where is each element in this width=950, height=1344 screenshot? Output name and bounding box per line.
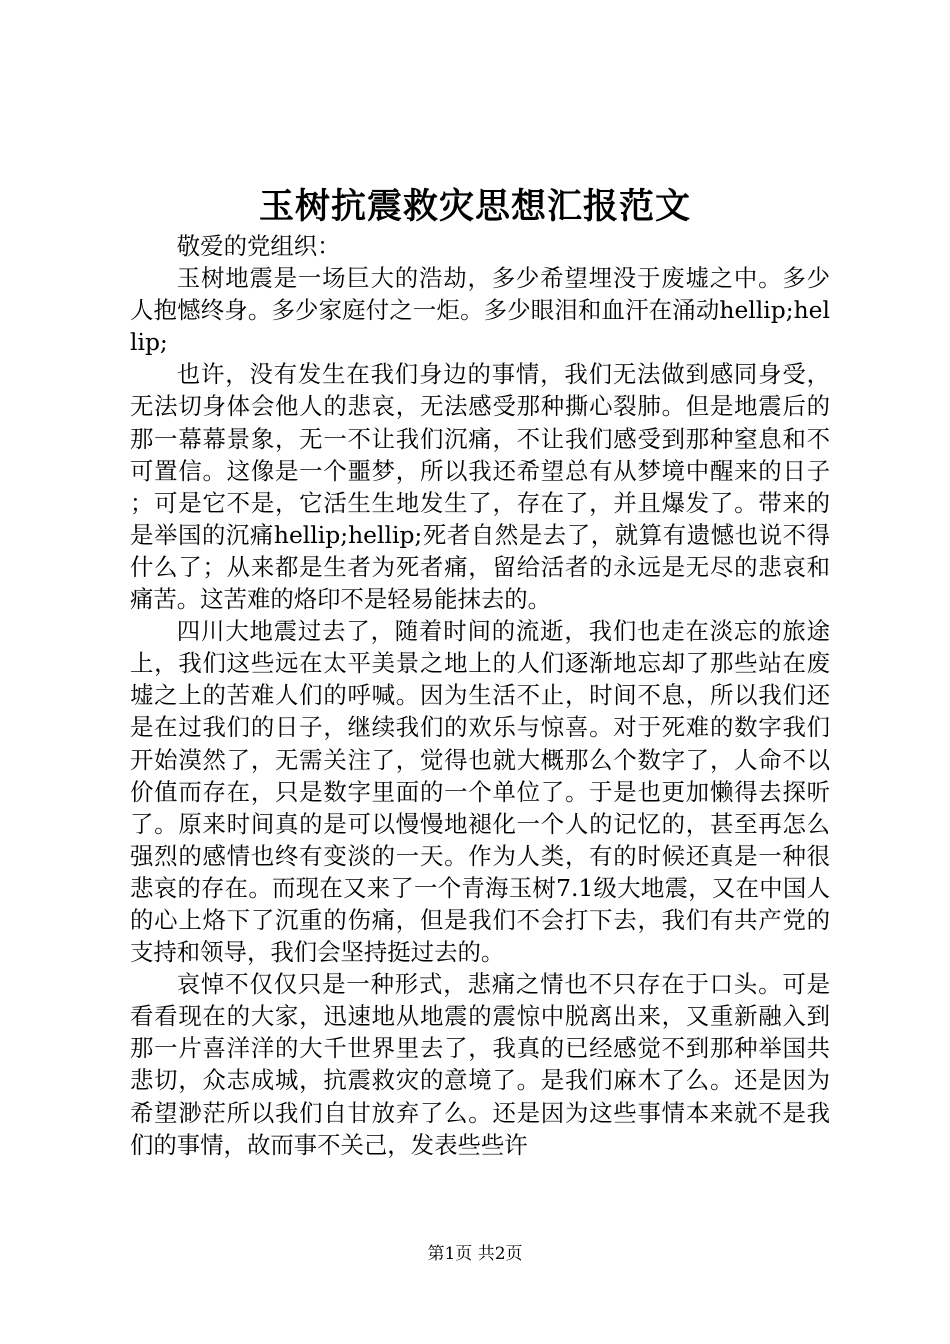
paragraph-3: 四川大地震过去了，随着时间的流逝，我们也走在淡忘的旅途上，我们这些远在太平美景之地上的人们逐渐地忘却了那些站在废墟之上的苦难人们的呼喊。因为生活不止，时间不息，所以我们还是在过我们的日子，继续我们的欢乐与惊喜。对于死难的数字我们开始漠然了，无需关注了，觉得也就大概那么个数字了，人命不以价值而存在，只是数字里面的一个单位了。于是也更加懒得去探听了。原来时间真的是可以慢慢地褪化一个人的记忆的，甚至再怎么强烈的感情也终有变淡的一天。作为人类，有的时候还真是一种很悲哀的存在。而现在又来了一个青海玉树7.1级大地震，又在中国人的心上烙下了沉重的伤痛，但是我们不会打下去，我们有共产党的支持和领导，我们会坚持挺过去的。 <box>130 617 830 967</box>
paragraph-1: 玉树地震是一场巨大的浩劫，多少希望埋没于废墟之中。多少人抱憾终身。多少家庭付之一炬。多少眼泪和血汗在涌动hellip;hellip; <box>130 264 830 357</box>
paragraph-4: 哀悼不仅仅只是一种形式，悲痛之情也不只存在于口头。可是看看现在的大家，迅速地从地震的震惊中脱离出来，又重新融入到那一片喜洋洋的大千世界里去了，我真的已经感觉不到那种举国共悲切，众志成城，抗震救灾的意境了。是我们麻木了么。还是因为希望渺茫所以我们自甘放弃了么。还是因为这些事情本来就不是我们的事情，故而事不关己，发表些些许 <box>130 970 830 1159</box>
paragraph-2: 也许，没有发生在我们身边的事情，我们无法做到感同身受，无法切身体会他人的悲哀，无法感受那种撕心裂肺。但是地震后的那一幕幕景象，无一不让我们沉痛，不让我们感受到那种窒息和不可置信。这像是一个噩梦，所以我还希望总有从梦境中醒来的日子；可是它不是，它活生生地发生了，存在了，并且爆发了。带来的是举国的沉痛hellip;hellip;死者自然是去了，就算有遗憾也说不得什么了；从来都是生者为死者痛，留给活者的永远是无尽的悲哀和痛苦。这苦难的烙印不是轻易能抹去的。 <box>130 360 830 614</box>
salutation: 敬爱的党组织： <box>176 232 341 260</box>
document-title: 玉树抗震救灾思想汇报范文 <box>258 186 691 227</box>
page-footer: 第1页 共2页 <box>427 1244 523 1264</box>
document-body <box>130 230 830 1161</box>
